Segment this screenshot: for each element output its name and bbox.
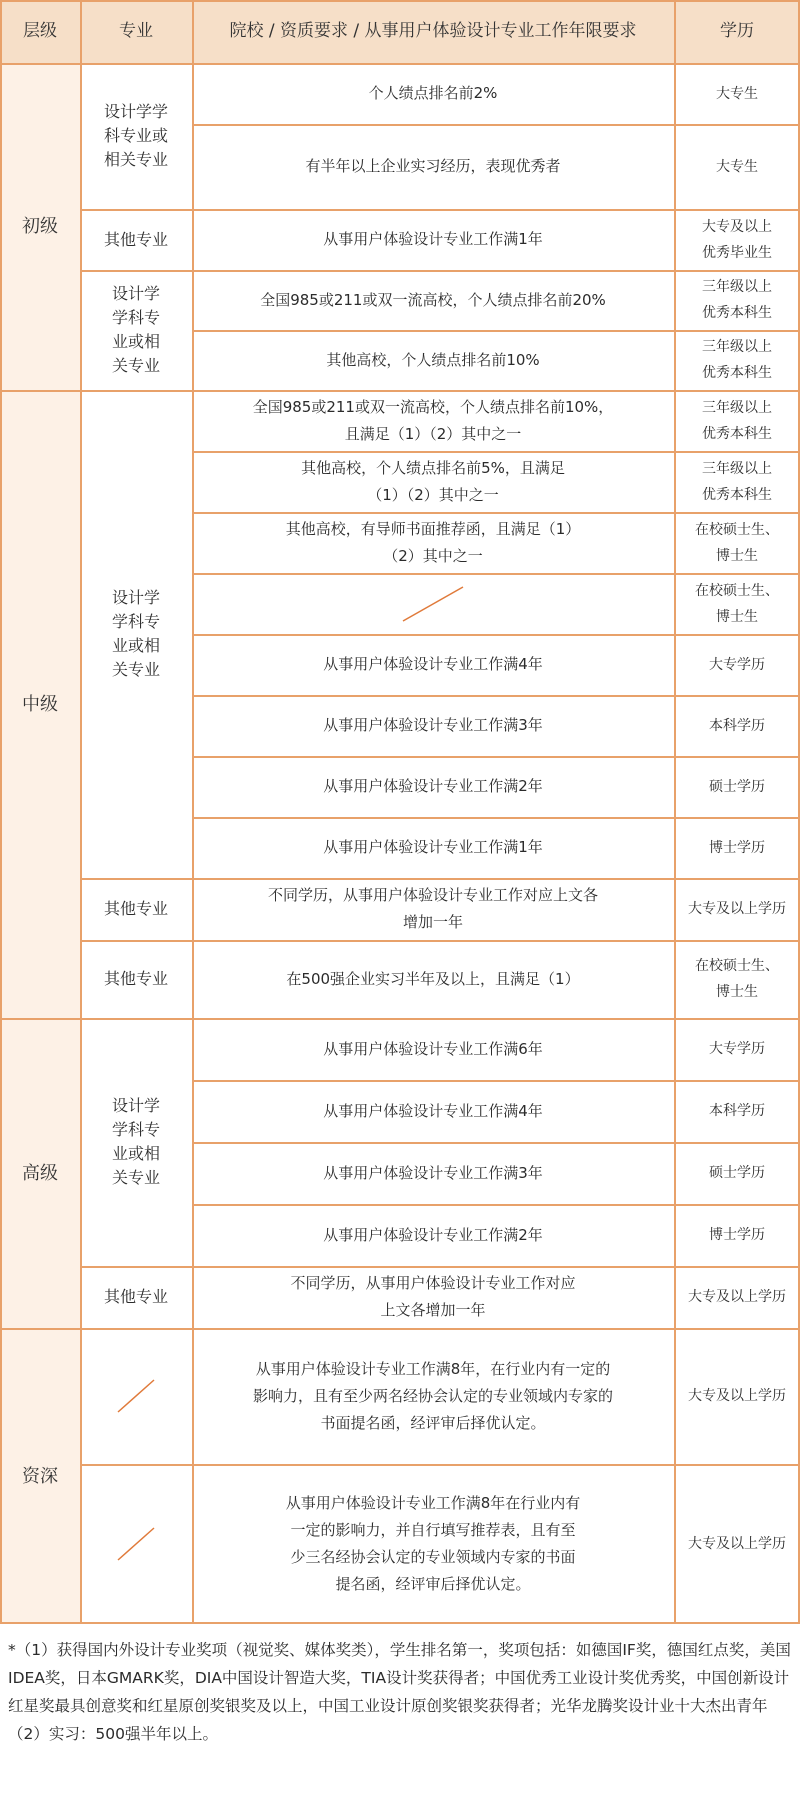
level-middle: 中级 (0, 390, 80, 1018)
grid-line (80, 940, 800, 942)
req-row-2: 有半年以上企业实习经历，表现优秀者 (305, 157, 561, 175)
footnote-2: （2）实习：500强半年以上。 (8, 1725, 218, 1743)
edu-row-16: 大专学历 (709, 1041, 765, 1057)
grid-line (674, 0, 676, 1624)
footnotes (8, 1636, 793, 1748)
grid-line (0, 0, 800, 2)
req-row-11: 从事用户体验设计专业工作满3年 (323, 716, 543, 734)
grid-line (80, 270, 800, 272)
req-row-13: 从事用户体验设计专业工作满1年 (323, 838, 543, 856)
grid-line (80, 878, 800, 880)
grid-line (192, 124, 800, 126)
major-other-junior: 其他专业 (103, 229, 168, 249)
req-row-1: 个人绩点排名前2% (368, 84, 498, 102)
edu-row-10: 大专学历 (709, 656, 765, 673)
edu-row-15: 在校硕士生、博士生 (695, 958, 779, 1000)
req-row-21: 从事用户体验设计专业工作满8年，在行业内有一定的影响力，且有至少两名经协会认定的专业领域内专家的书面提名函，经评审后择优认定。 (252, 1359, 613, 1432)
req-row-19: 从事用户体验设计专业工作满2年 (323, 1225, 543, 1244)
req-row-3: 从事用户体验设计专业工作满1年 (323, 230, 543, 248)
slash-mark (401, 585, 465, 623)
slash-mark (116, 1378, 156, 1414)
major-design-junior-2: 设计学学科专业或相关专业 (111, 284, 160, 375)
major-design-junior-1: 设计学学科专业或相关专业 (103, 102, 168, 169)
grid-line (192, 634, 800, 636)
edu-row-13: 博士学历 (709, 839, 765, 856)
edu-row-14: 大专及以上学历 (688, 901, 786, 917)
header-education: 学历 (674, 0, 800, 63)
grid-line (192, 451, 800, 453)
grid-line (192, 573, 800, 575)
req-row-16: 从事用户体验设计专业工作满6年 (323, 1039, 543, 1058)
grid-line (192, 0, 194, 1624)
edu-row-20: 大专及以上学历 (688, 1289, 786, 1305)
grid-line (0, 1018, 800, 1020)
major-design-middle: 设计学学科专业或相关专业 (111, 588, 160, 679)
slash-mark (116, 1526, 156, 1562)
edu-row-18: 硕士学历 (709, 1165, 765, 1181)
major-expert-2-empty (80, 1464, 192, 1624)
edu-row-5: 三年级以上优秀本科生 (702, 339, 772, 381)
edu-row-21: 大专及以上学历 (688, 1388, 786, 1404)
req-row-6: 全国985或211或双一流高校，个人绩点排名前10%，且满足（1）（2）其中之一 (252, 397, 614, 443)
major-expert-1-empty (80, 1328, 192, 1464)
req-row-4: 全国985或211或双一流高校，个人绩点排名前20% (260, 290, 606, 309)
grid-line (192, 512, 800, 514)
req-row-10: 从事用户体验设计专业工作满4年 (323, 655, 543, 673)
edu-row-6: 三年级以上优秀本科生 (702, 399, 772, 442)
req-row-8: 其他高校，有导师书面推荐函，且满足（1）（2）其中之一 (285, 519, 581, 565)
grid-line (0, 390, 800, 392)
grid-line (192, 756, 800, 758)
grid-line (80, 1464, 800, 1466)
req-row-17: 从事用户体验设计专业工作满4年 (323, 1101, 543, 1120)
edu-row-1: 大专生 (716, 85, 758, 102)
grid-line (80, 209, 800, 211)
grid-line (80, 0, 82, 1624)
req-row-22: 从事用户体验设计专业工作满8年在行业内有一定的影响力，并自行填写推荐表，且有至少三名经协会认定的专业领域内专家的书面提名函，经评审后择优认定。 (285, 1494, 581, 1593)
grid-line (0, 63, 800, 65)
req-row-12: 从事用户体验设计专业工作满2年 (323, 777, 543, 795)
level-senior: 高级 (0, 1018, 80, 1328)
grid-line (0, 0, 2, 1624)
edu-row-7: 三年级以上优秀本科生 (702, 460, 772, 503)
edu-row-3: 大专及以上优秀毕业生 (702, 218, 772, 261)
grid-line (798, 0, 800, 1624)
grid-line (192, 695, 800, 697)
edu-row-12: 硕士学历 (709, 778, 765, 795)
req-row-15: 在500强企业实习半年及以上，且满足（1） (286, 969, 580, 988)
major-other-middle-1: 其他专业 (103, 899, 168, 918)
grid-line (192, 1142, 800, 1144)
req-row-9-empty (192, 573, 674, 634)
req-row-20: 不同学历，从事用户体验设计专业工作对应上文各增加一年 (290, 1274, 576, 1319)
grid-line (192, 330, 800, 332)
header-major: 专业 (80, 0, 192, 63)
grid-line (192, 1204, 800, 1206)
req-row-14: 不同学历，从事用户体验设计专业工作对应上文各增加一年 (267, 886, 598, 931)
footnote-1: *（1）获得国内外设计专业奖项（视觉奖、媒体奖类），学生排名第一，奖项包括：如德国IF奖，德国红点奖，美国IDEA奖，日本GMARK奖，DIA中国设计智造大奖，TIA设计奖获得者；中国优秀工业设计奖优秀奖，中国创新设计红星奖最具创意奖和红星原创奖银奖及以上，中国工业设计原创奖银奖获得者；光华龙腾奖设计业十大杰出青年 (8, 1641, 791, 1715)
edu-row-2: 大专生 (716, 158, 758, 175)
major-other-middle-2: 其他专业 (103, 969, 168, 988)
header-level: 层级 (0, 0, 80, 63)
major-design-senior: 设计学学科专业或相关专业 (111, 1096, 160, 1187)
grid-line (0, 1622, 800, 1624)
edu-row-8: 在校硕士生、博士生 (695, 521, 779, 564)
grid-line (192, 1080, 800, 1082)
edu-row-9: 在校硕士生、博士生 (695, 582, 779, 625)
edu-row-17: 本科学历 (709, 1103, 765, 1119)
grid-line (192, 817, 800, 819)
major-other-senior: 其他专业 (103, 1287, 168, 1306)
level-expert: 资深 (0, 1328, 80, 1624)
edu-row-11: 本科学历 (709, 717, 765, 734)
req-row-18: 从事用户体验设计专业工作满3年 (323, 1163, 543, 1182)
edu-row-4: 三年级以上优秀本科生 (702, 279, 772, 321)
edu-row-22: 大专及以上学历 (688, 1536, 786, 1552)
header-requirement: 院校 / 资质要求 / 从事用户体验设计专业工作年限要求 (192, 0, 674, 63)
grid-line (80, 1266, 800, 1268)
edu-row-19: 博士学历 (709, 1227, 765, 1243)
level-junior: 初级 (0, 63, 80, 390)
req-row-7: 其他高校，个人绩点排名前5%，且满足（1）（2）其中之一 (301, 458, 565, 504)
grid-line (0, 1328, 800, 1330)
req-row-5: 其他高校，个人绩点排名前10% (326, 350, 540, 369)
